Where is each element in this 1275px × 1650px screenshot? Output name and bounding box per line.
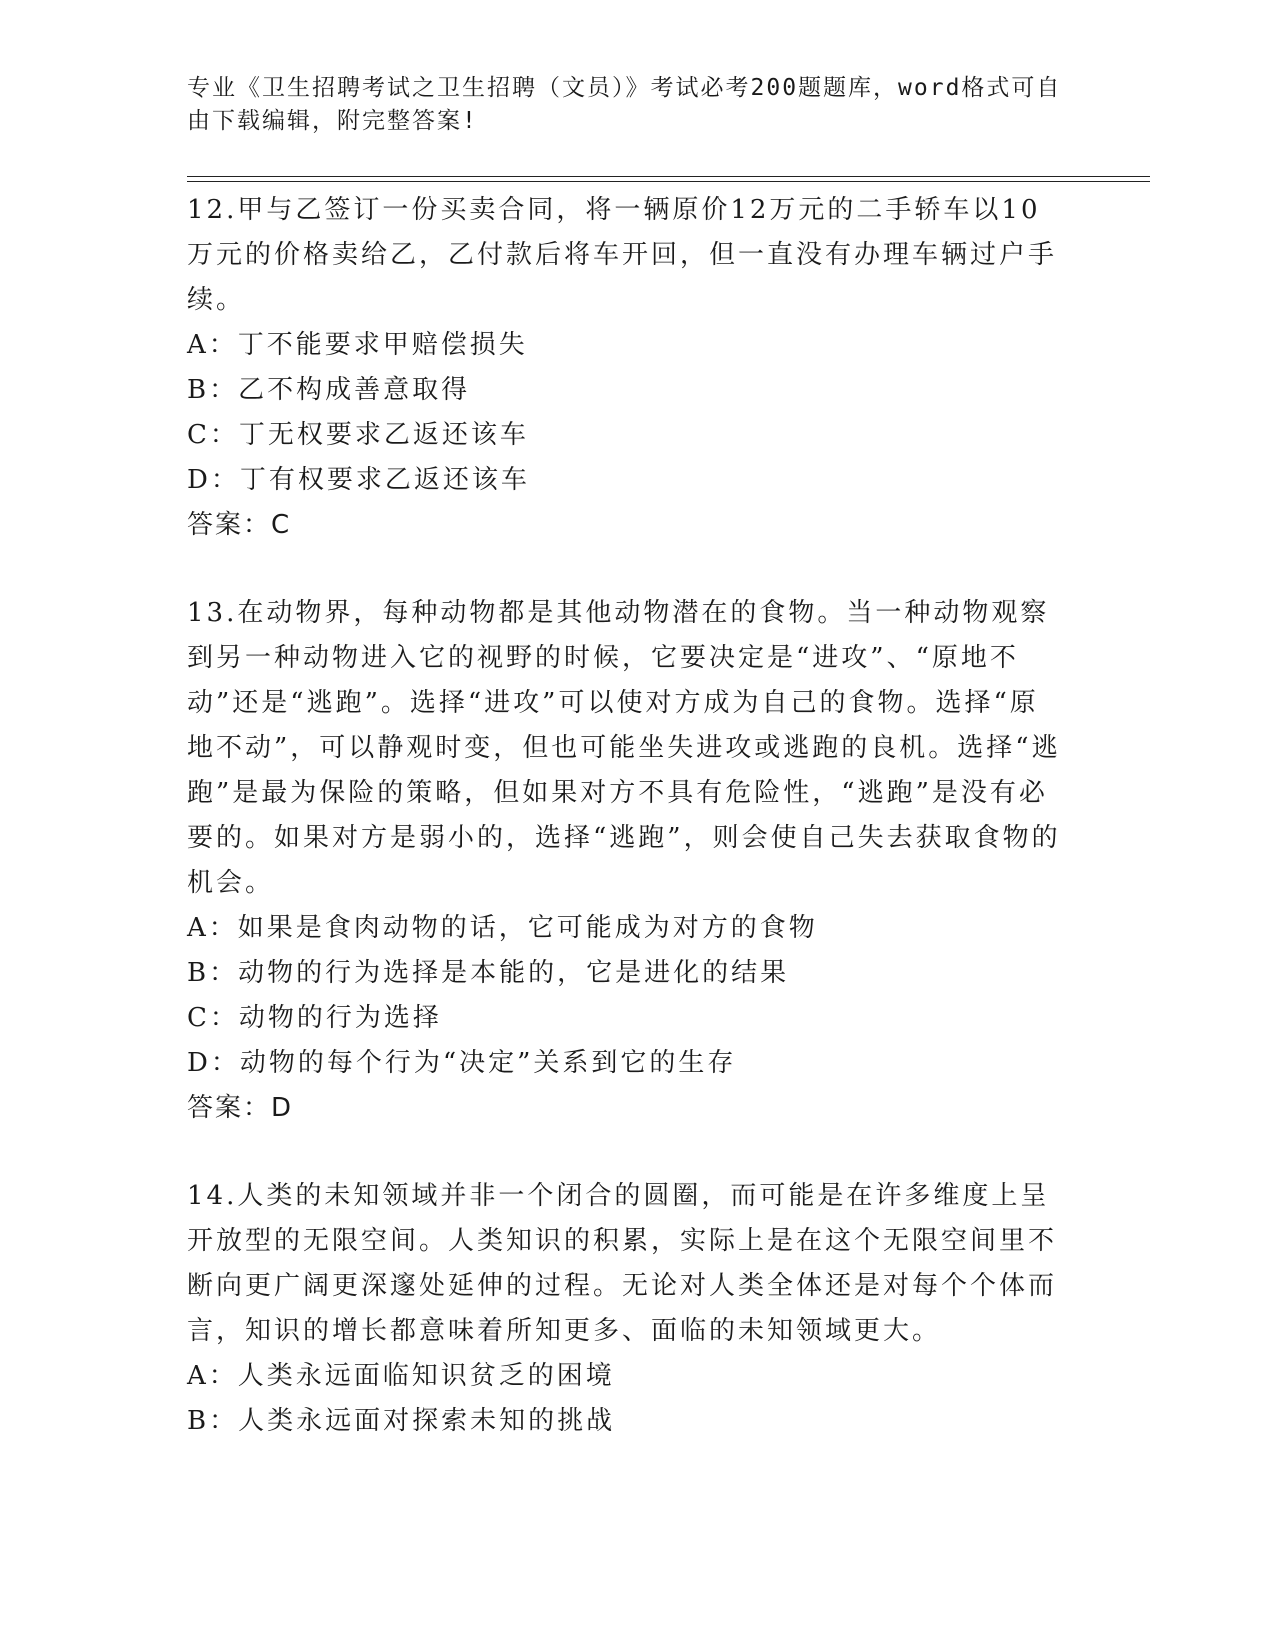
option-d: D：动物的每个行为“决定”关系到它的生存 (187, 1048, 737, 1078)
option-c: C：动物的行为选择 (187, 1003, 442, 1033)
question-list (187, 188, 1067, 1444)
question-text: 12.甲与乙签订一份买卖合同，将一辆原价12万元的二手轿车以10万元的价格卖给乙，乙付款后将车开回，但一直没有办理车辆过户手续。 (187, 195, 1058, 315)
option-d: D：丁有权要求乙返还该车 (187, 465, 530, 495)
answer-line: 答案：D (187, 1093, 294, 1123)
option-b: B：乙不构成善意取得 (187, 375, 471, 405)
option-b: B：人类永远面对探索未知的挑战 (187, 1406, 616, 1436)
question-text: 13.在动物界，每种动物都是其他动物潜在的食物。当一种动物观察到另一种动物进入它的视野的时候，它要决定是“进攻”、“原地不动”还是“逃跑”。选择“进攻”可以使对方成为自己的食物。选择“原地不动”，可以静观时变，但也可能坐失进攻或逃跑的良机。选择“逃跑”是最为保险的策略，但如果对方不具有危险性，“逃跑”是没有必要的。如果对方是弱小的，选择“逃跑”，则会使自己失去获取食物的机会。 (187, 598, 1061, 898)
question-text: 14.人类的未知领域并非一个闭合的圆圈，而可能是在许多维度上呈开放型的无限空间。人类知识的积累，实际上是在这个无限空间里不断向更广阔更深邃处延伸的过程。无论对人类全体还是对每个个体而言，知识的增长都意味着所知更多、面临的未知领域更大。 (187, 1181, 1058, 1346)
question-12 (187, 188, 1067, 548)
header-title: 专业《卫生招聘考试之卫生招聘（文员）》考试必考200题题库，word格式可自由下载编辑，附完整答案! (187, 75, 1062, 134)
header-divider-top (187, 176, 1150, 177)
question-13 (187, 591, 1067, 1131)
option-c: C：丁无权要求乙返还该车 (187, 420, 529, 450)
option-a: A：丁不能要求甲赔偿损失 (187, 330, 528, 360)
option-a: A：如果是食肉动物的话，它可能成为对方的食物 (187, 913, 818, 943)
option-b: B：动物的行为选择是本能的，它是进化的结果 (187, 958, 790, 988)
option-a: A：人类永远面临知识贫乏的困境 (187, 1361, 615, 1391)
header-divider-bottom (187, 181, 1150, 182)
document-header (187, 72, 1067, 138)
answer-line: 答案：C (187, 510, 292, 540)
question-14 (187, 1174, 1067, 1444)
